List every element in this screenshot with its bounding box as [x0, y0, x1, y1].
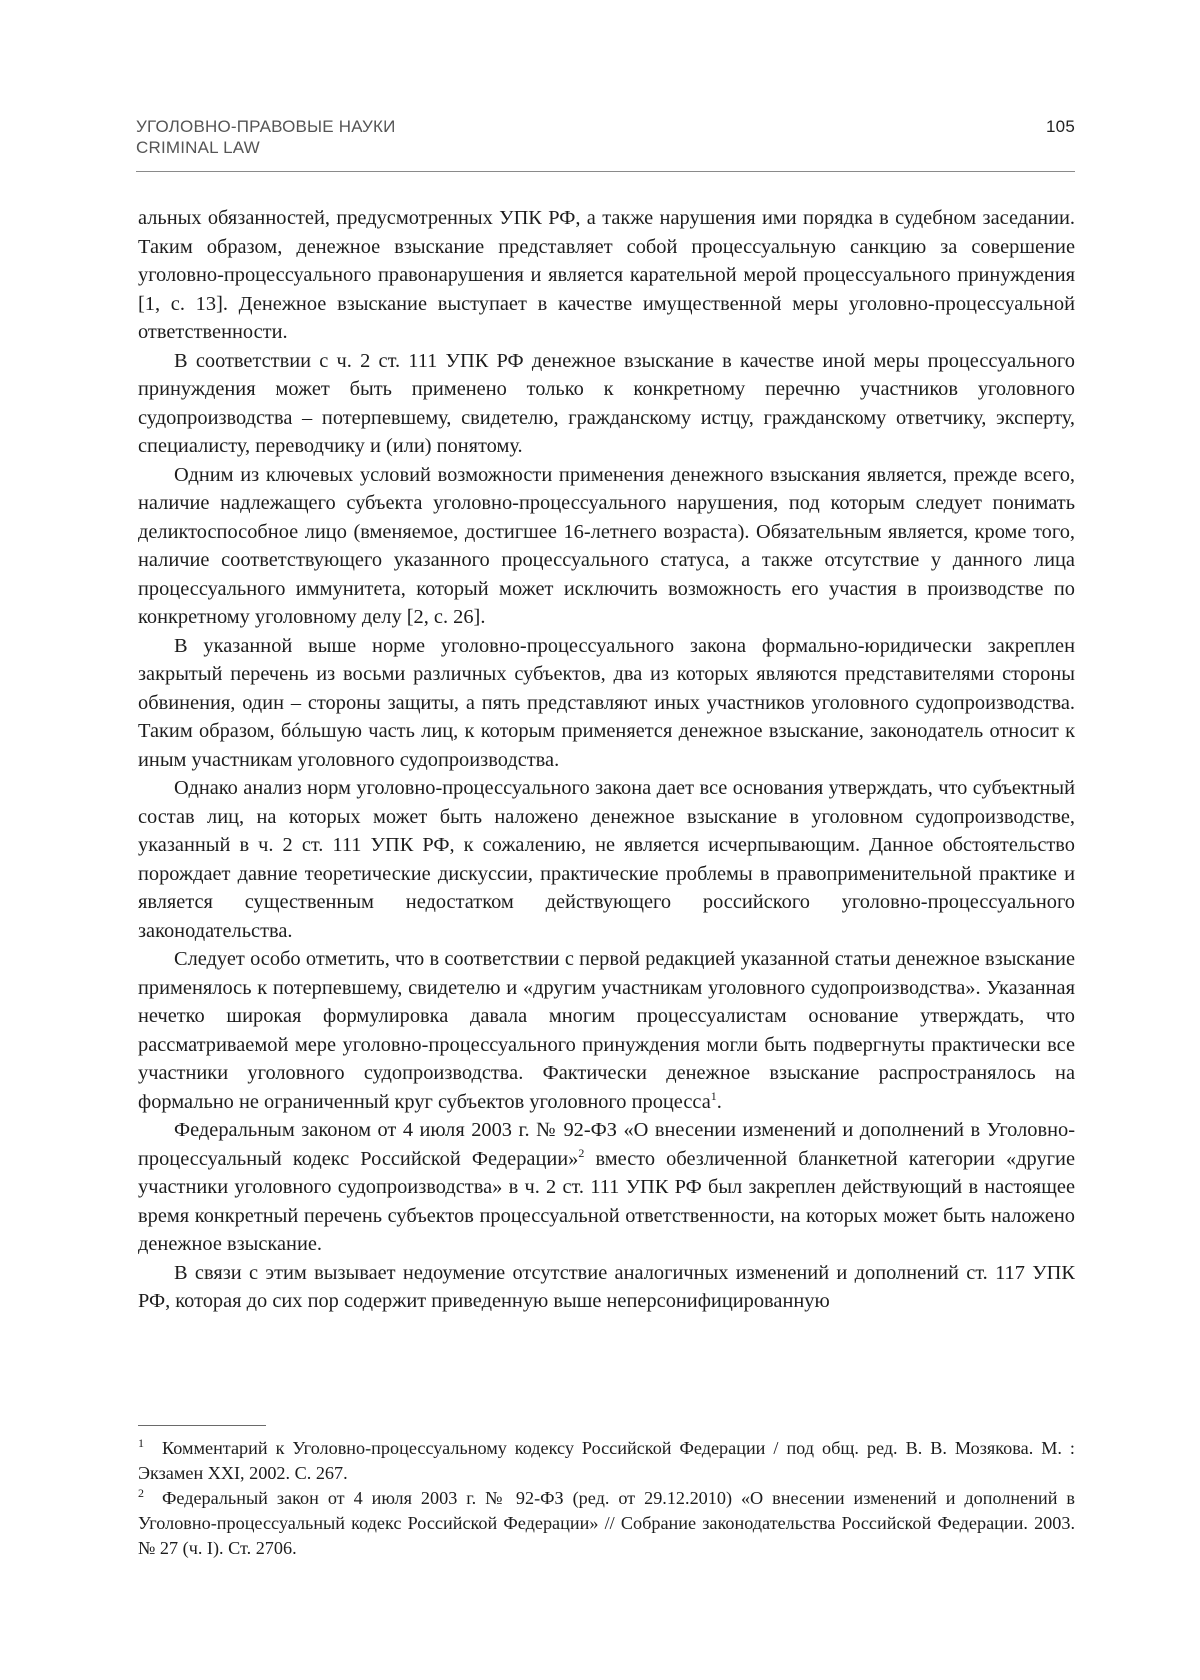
header-section-en: CRIMINAL LAW	[136, 138, 260, 157]
paragraph: Одним из ключевых условий возможности применения денежного взыскания является, прежде всего, наличие надлежащего субъекта уголовно-процессуального нарушения, под которым следует понимать деликтоспособное лицо (вменяемое, достигшее 16-летнего возраста). Обязательным является, кроме того, наличие соответствующего указанного процессуального статуса, а также отсутствие у данного лица процессуального иммунитета, который может исключить возможность его участия в производстве по конкретному уголовному делу [2, с. 26].	[138, 463, 1075, 628]
paragraph: В связи с этим вызывает недоумение отсутствие аналогичных изменений и дополнений ст. 117 УПК РФ, которая до сих пор содержит приведенную выше неперсонифицированную	[138, 1261, 1075, 1312]
paragraph: альных обязанностей, предусмотренных УПК РФ, а также нарушения ими порядка в судебном заседании. Таким образом, денежное взыскание представляет собой процессуальную санкцию за совершение уголовно-процессуального правонарушения и является карательной мерой процессуального принуждения [1, с. 13]. Денежное взыскание выступает в качестве имущественной меры уголовно-процессуальной ответственности.	[138, 207, 1075, 343]
footnote-item: 1 Комментарий к Уголовно-процессуальному кодексу Российской Федерации / под общ. ред. В. В. Мозякова. М. : Экзамен XXI, 2002. С. 267.	[138, 1435, 1075, 1483]
paragraph: Федеральным законом от 4 июля 2003 г. № 92-ФЗ «О внесении изменений и дополнений в Уголовно-процессуальный кодекс Российской Федерации»$^2$ вместо обезличенной бланкетной категории «другие участники уголовного судопроизводства» в ч. 2 ст. 111 УПК РФ был закреплен действующий в настоящее время конкретный перечень субъектов процессуальной ответственности, на которых может быть наложено денежное взыскание.	[138, 1119, 1075, 1255]
main-text	[138, 204, 1075, 1316]
header-section-ru: УГОЛОВНО-ПРАВОВЫЕ НАУКИ	[136, 117, 396, 136]
header-rule	[136, 171, 1075, 172]
footnote-item: 2 Федеральный закон от 4 июля 2003 г. № 92-ФЗ (ред. от 29.12.2010) «О внесении изменений и дополнений в Уголовно-процессуальный кодекс Российской Федерации» // Собрание законодательства Российской Федерации. 2003. № 27 (ч. I). Ст. 2706.	[138, 1485, 1075, 1558]
footnotes	[138, 1436, 1075, 1561]
paragraph: В указанной выше норме уголовно-процессуального закона формально-юридически закреплен закрытый перечень из восьми различных субъектов, два из которых являются представителями стороны обвинения, один – стороны защиты, а пять представляют иных участников уголовного судопроизводства. Таким образом, бóльшую часть лиц, к которым применяется денежное взыскание, законодатель относит к иным участникам уголовного судопроизводства.	[138, 634, 1075, 771]
footnote-text: Комментарий к Уголовно-процессуальному кодексу Российской Федерации / под общ. ред. В. В. Мозякова. М. : Экзамен XXI, 2002. С. 267.	[138, 1438, 1075, 1483]
running-header	[136, 116, 1075, 158]
paragraph: В соответствии с ч. 2 ст. 111 УПК РФ денежное взыскание в качестве иной меры процессуального принуждения может быть применено только к конкретному перечню участников уголовного судопроизводства – потерпевшему, свидетелю, гражданскому истцу, гражданскому ответчику, эксперту, специалисту, переводчику и (или) понятому.	[138, 349, 1075, 457]
page-number: 105	[1046, 117, 1075, 136]
footnote-ref-2[interactable]: 2	[578, 1145, 585, 1160]
paragraph: Следует особо отметить, что в соответствии с первой редакцией указанной статьи денежное взыскание применялось к потерпевшему, свидетелю и «другим участникам уголовного судопроизводства». Указанная нечетко широкая формулировка давала многим процессуалистам основание утверждать, что рассматриваемой мере уголовно-процессуального принуждения могли быть подвергнуты практически все участники уголовного судопроизводства. Фактически денежное взыскание распространялось на формально не ограниченный круг субъектов уголовного процесса$^1$.	[138, 948, 1075, 1113]
footnote-separator	[138, 1425, 266, 1426]
footnote-ref-1[interactable]: 1	[710, 1088, 717, 1103]
paragraph: Однако анализ норм уголовно-процессуального закона дает все основания утверждать, что субъектный состав лиц, на которых может быть наложено денежное взыскание в уголовном судопроизводстве, указанный в ч. 2 ст. 111 УПК РФ, к сожалению, не является исчерпывающим. Данное обстоятельство порождает давние теоретические дискуссии, практические проблемы в правоприменительной практике и является существенным недостатком действующего российского уголовно-процессуального законодательства.	[138, 777, 1075, 942]
footnote-text: Федеральный закон от 4 июля 2003 г. № 92-ФЗ (ред. от 29.12.2010) «О внесении изменений и дополнений в Уголовно-процессуальный кодекс Российской Федерации» // Собрание законодательства Российской Федерации. 2003. № 27 (ч. I). Ст. 2706.	[138, 1488, 1075, 1558]
